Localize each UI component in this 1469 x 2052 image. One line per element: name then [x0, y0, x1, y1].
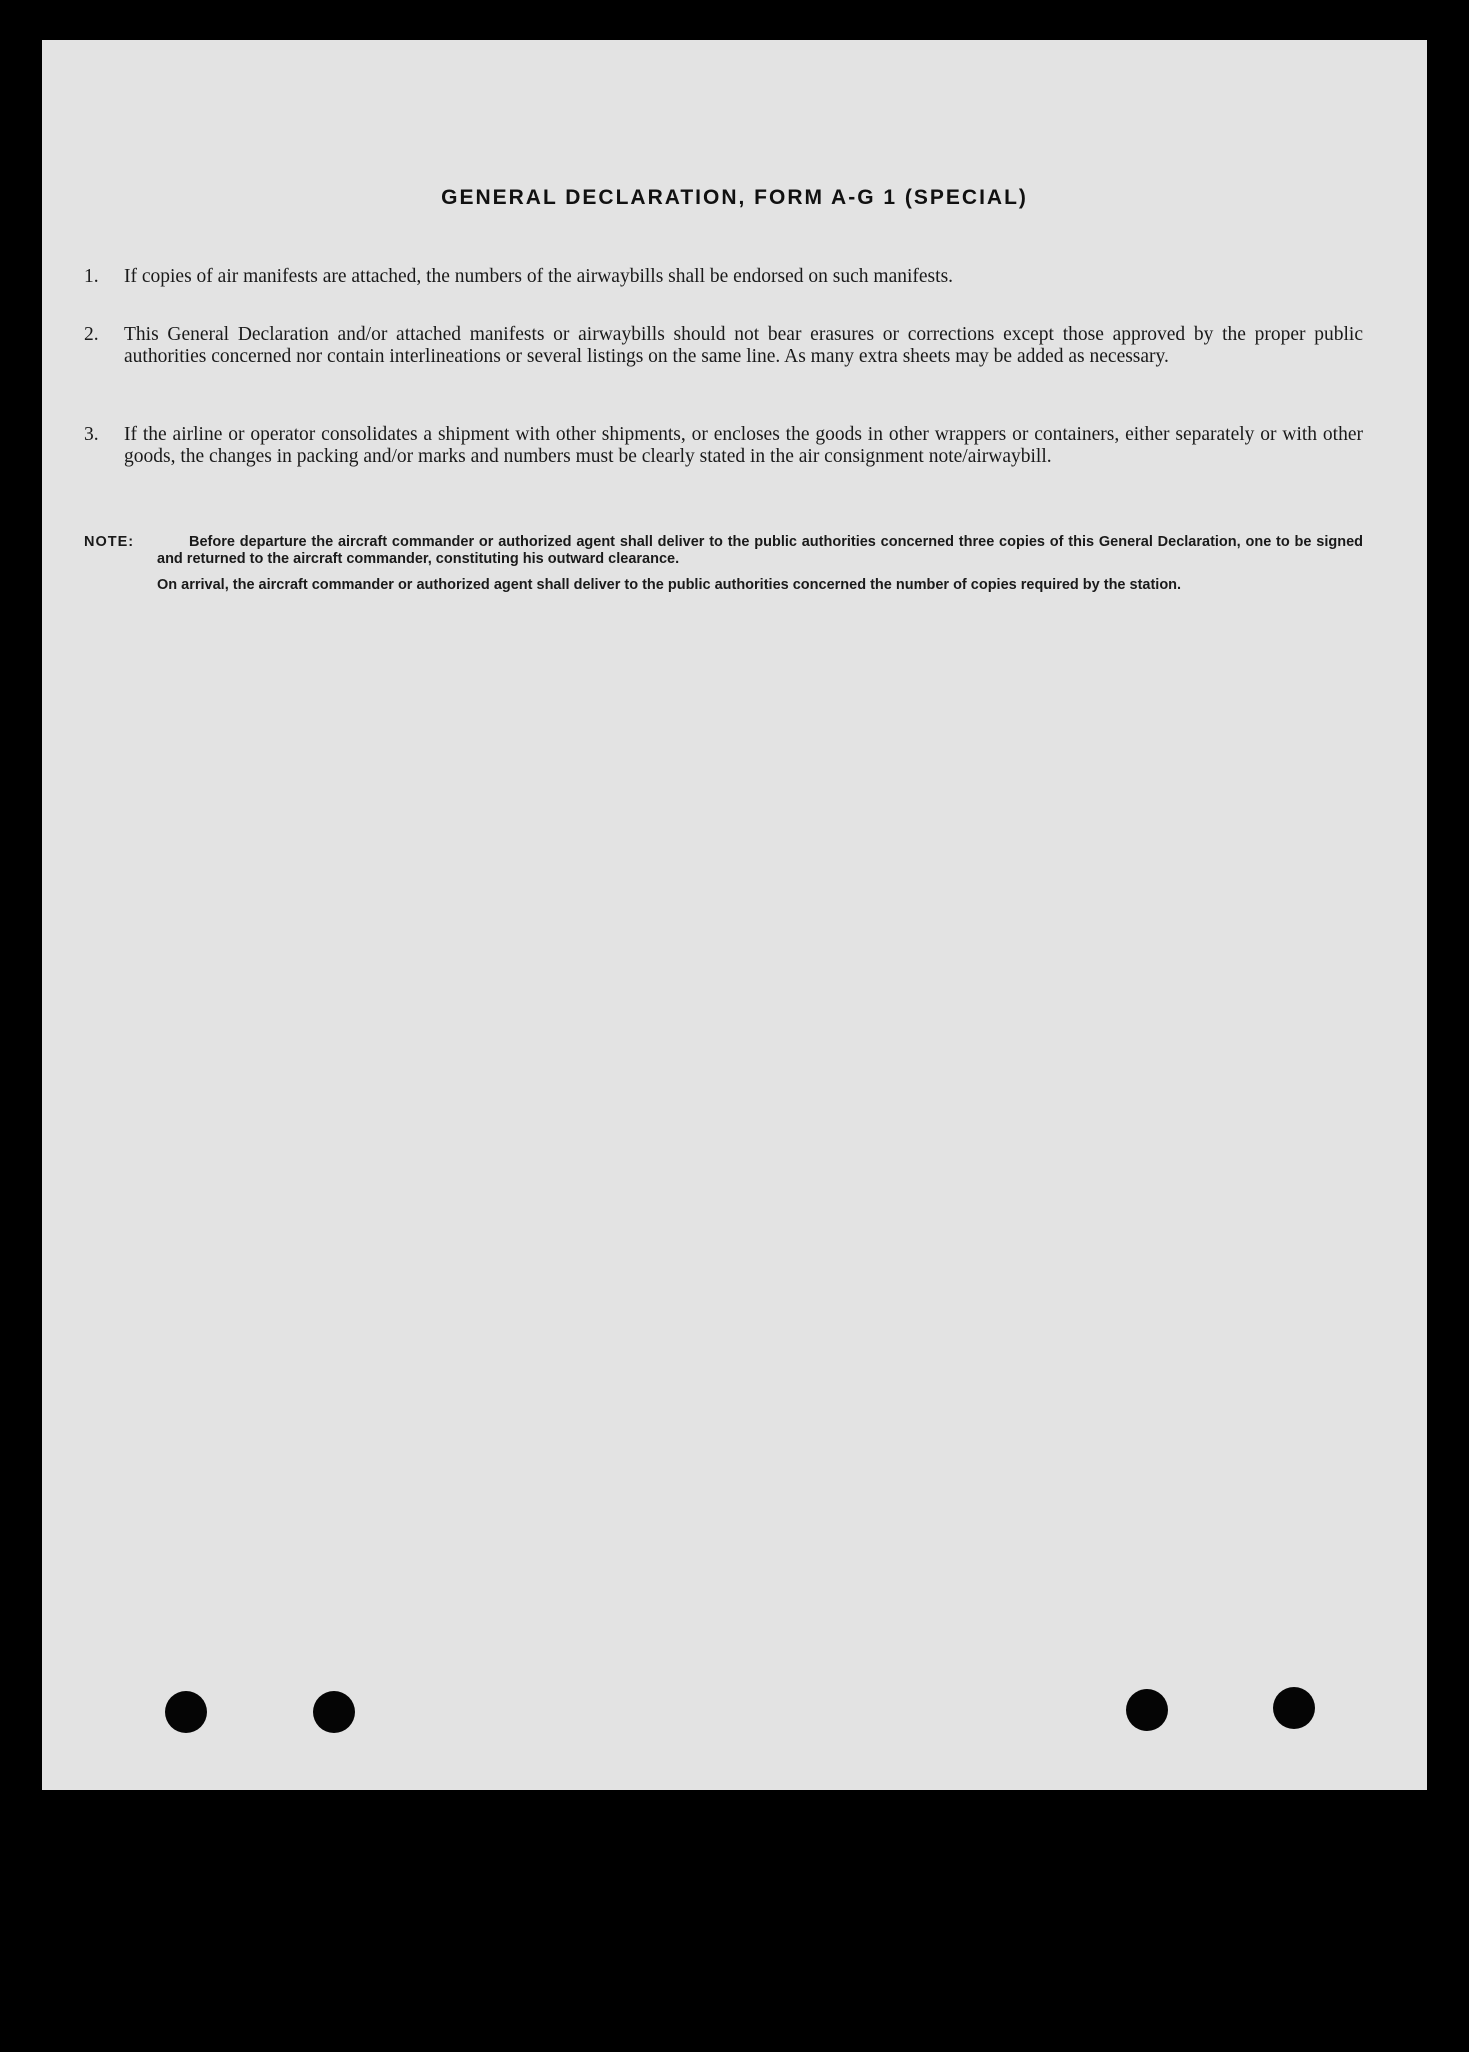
- item-text: This General Declaration and/or attached manifests or airwaybills should not bear erasures or corrections except those approved by the proper public authorities concerned nor contain interlineations or several listings on the same line. As many extra sheets may be added as necessary.: [124, 324, 1363, 367]
- note-paragraph-departure: Before departure the aircraft commander or authorized agent shall deliver to the public authorities concerned three copies of this General Declaration, one to be signed and returned to the aircraft commander, constituting his outward clearance.: [157, 534, 1363, 567]
- punch-hole: [1273, 1687, 1315, 1729]
- instruction-item-1: [84, 266, 1363, 288]
- note-label: NOTE:: [84, 534, 135, 550]
- item-number: 1.: [84, 266, 99, 287]
- instruction-item-3: [84, 424, 1363, 468]
- note-paragraph-arrival: On arrival, the aircraft commander or authorized agent shall deliver to the public authorities concerned the number of copies required by the station.: [157, 577, 1182, 593]
- note-section: [84, 534, 1363, 594]
- instruction-item-2: [84, 324, 1363, 368]
- item-text: If the airline or operator consolidates a shipment with other shipments, or encloses the goods in other wrappers or containers, either separately or with other goods, the changes in packing and/or marks and numbers must be clearly stated in the air consignment note/airwaybill.: [124, 424, 1363, 467]
- document-title: GENERAL DECLARATION, FORM A-G 1 (SPECIAL): [441, 186, 1028, 209]
- document-page: [42, 40, 1427, 1790]
- item-text: If copies of air manifests are attached, the numbers of the airwaybills shall be endorsed on such manifests.: [124, 266, 954, 287]
- item-number: 3.: [84, 424, 99, 445]
- punch-hole: [165, 1691, 207, 1733]
- punch-hole: [1126, 1689, 1168, 1731]
- punch-hole: [313, 1691, 355, 1733]
- item-number: 2.: [84, 324, 99, 345]
